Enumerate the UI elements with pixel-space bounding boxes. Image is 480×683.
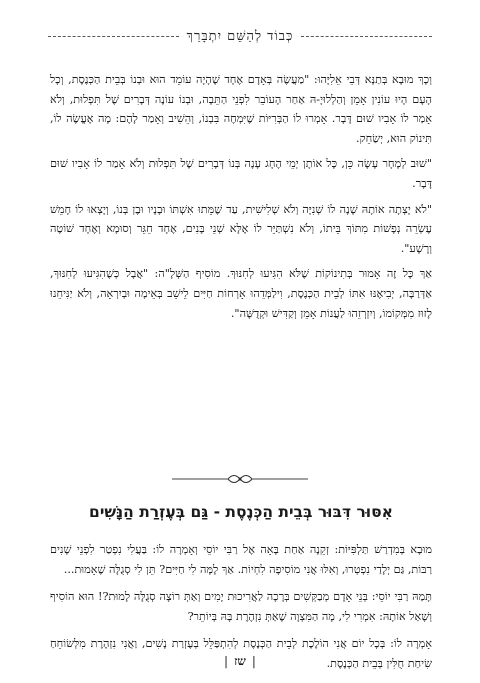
- header-title: כְּבוֹד לְהַשֵּׁם יִתְבָּרַךְ: [186, 29, 294, 44]
- main-text: [50, 70, 432, 329]
- section-heading: אִסּוּר דִּבּוּר בְּבֵית הַכְּנֶסֶת - גַּם בְּעֶזְרַת הַנָּשִׁים: [89, 503, 393, 521]
- page-number-bar-left: |: [224, 654, 229, 668]
- page-number-bar-right: |: [251, 654, 256, 668]
- section-paragraph-2: תָּמַהּ רַבִּי יוֹסֵי: בְּנֵי אָדָם מְבַקְּשִׁים בְּרָכָה לַאֲרִיכוּת יָמִים וְאַתְּ רוֹצָה סְגֻלָּה לָמוּת?! הוּא הוֹסִיף וְשָׁאַל אוֹתָהּ: אִמְרִי לִי, מָה הַמִּצְוָה שֶׁאַתְּ נִזְהֶרֶת בָּהּ בְּיוֹתֵר?: [50, 590, 432, 623]
- page-number: שז: [234, 654, 246, 668]
- running-header: [48, 28, 432, 44]
- paragraph-2: "שׁוּב לְמָחָר עָשָׂה כֵּן, כָּל אוֹתָן יְמֵי הֶחָג עָנָה בְּנוֹ דְּבָרִים שֶׁל תִּפְלוּת וְלֹא אָמַר לוֹ אָבִיו שׁוּם דָּבָר.: [50, 157, 432, 190]
- paragraph-3: "לֹא יָצְתָה אוֹתָהּ שָׁנָה לוֹ שְׁנִיָּה וְלֹא שְׁלִישִׁית, עַד שֶׁמֵּתוּ אִשְׁתּוֹ וּבָנָיו וּבֶן בְּנוֹ, וְיָצְאוּ לוֹ חָמֵשׁ עֶשְׂרֵה נְפָשׁוֹת מִתּוֹךְ בֵּיתוֹ, וְלֹא נִשְׁתַּיֵּר לוֹ אֶלָּא שְׁנֵי בָּנִים, אֶחָד חֵגֵּר וְסוּמָא וְאֶחָד שׁוֹטֶה וְרָשָׁע".: [50, 202, 432, 255]
- section-paragraph-1: מוּבָא בְּמִדְרַשׁ תַּלְפִּיּוֹת: זְקֵנָה אַחַת בָּאָה אֶל רַבִּי יוֹסֵי וְאָמְרָה לוֹ: בַּעֲלִי נִפְטַר לִפְנֵי שָׁנִים רַבּוֹת, גַּם יְלָדַי נִפְטְרוּ, וְאִלּוּ אֲנִי מוֹסִיפָה לִחְיוֹת. אַךְ לָמָּה לִי חַיִּים? תֵּן לִי סְגֻלָּה שֶׁאָמוּת...: [50, 543, 432, 576]
- page-number-footer: [0, 654, 480, 669]
- header-rule-right: [301, 36, 432, 37]
- paragraph-4: אַךְ כָּל זֶה אָמוּר בְּתִינוֹקוֹת שֶׁלֹּא הִגִּיעוּ לְחִנּוּךְ. מוֹסִיף הַשְּׁלָ"ה: "אֲבָל כְּשֶׁהִגִּיעוּ לְחִנּוּךְ, אַדְּרַבָּה, יְבִיאֶנּוּ אִתּוֹ לְבֵית הַכְּנֶסֶת, וִילַמְּדֵהוּ אָרְחוֹת חַיִּים לֵישֵׁב בְּאֵימָה וּבְיִרְאָה, וְלֹא יַנִּיחֵנוּ לָזוּז מִמְּקוֹמוֹ, וְיִזְרְזֵהוּ לַעֲנוֹת אָמֵן וְקַדִּישׁ וּקְדֻשָּׁה".: [50, 267, 432, 320]
- section-paragraph-3: אָמְרָה לוֹ: בְּכָל יוֹם אֲנִי הוֹלֶכֶת לְבֵית הַכְּנֶסֶת לְהִתְפַּלֵּל בְּעֶזְרַת נָשִׁים, וַאֲנִי נִזְהֶרֶת מִלְּשׂוֹחֵחַ שִׂיחַת חֻלִּין בְּבֵית הַכְּנֶסֶת.: [50, 637, 432, 670]
- paragraph-1: וְכָךְ מוּבָא בְּתַנָּא דְּבֵי אֵלִיָּהוּ: "מַעֲשֶׂה בְּאָדָם אֶחָד שֶׁהָיָה עוֹמֵד הוּא וּבְנוֹ בְּבֵית הַכְּנֶסֶת, וְכָל הָעָם הָיוּ עוֹנִין אָמֵן וְהַלְלוּיָ-הּ אַחַר הָעוֹבֵר לִפְנֵי הַתֵּבָה, וּבְנוֹ עוֹנֶה דְּבָרִים שֶׁל תִּפְלוּת, וְלֹא אָמַר לוֹ אָבִיו שׁוּם דָּבָר. אָמְרוּ לוֹ הַבְּרִיּוֹת שֶׁיִּמְחֶה בִּבְנוֹ, וְהֵשִׁיב וְאָמַר לָהֶם: מָה אֶעֱשֶׂה לוֹ, תִּינוֹק הוּא, יְשַׂחֵק.: [50, 73, 432, 145]
- header-rule-left: [48, 36, 179, 37]
- section-divider-ornament: [170, 470, 310, 488]
